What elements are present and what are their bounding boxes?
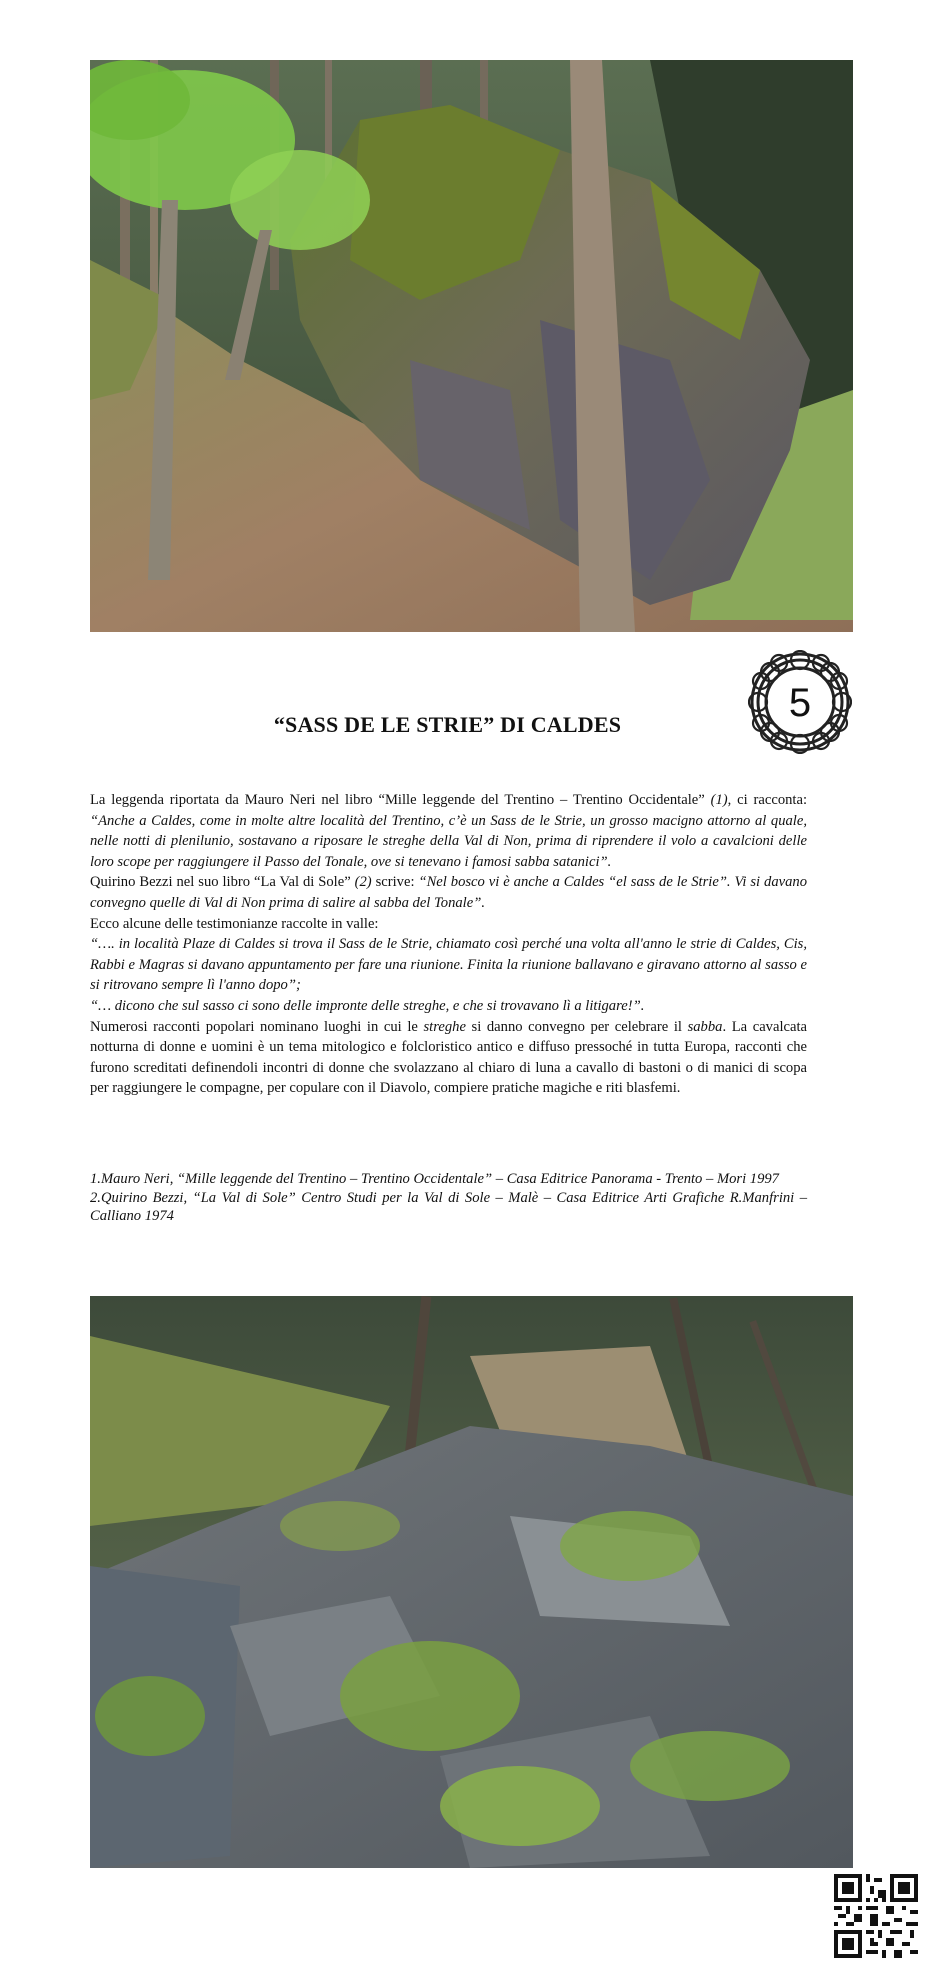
- paragraph: [90, 790, 807, 872]
- text: , ci racconta:: [727, 792, 808, 808]
- forest-boulder-photo: [90, 60, 853, 632]
- text: si danno convegno per celebrare il: [465, 1018, 688, 1035]
- paragraph: Ecco alcune delle testimonianze raccolte in valle:: [90, 915, 379, 932]
- celtic-knot-icon: [748, 650, 852, 754]
- emphasis: sabba: [687, 1018, 723, 1035]
- references: [90, 1170, 807, 1226]
- mossy-rock-slab-photo: [90, 1296, 853, 1868]
- emphasis: streghe: [423, 1018, 466, 1035]
- reference-item: 1.Mauro Neri, “Mille leggende del Trentino – Trentino Occidentale” – Casa Editrice Panorama - Trento – Mori 1997: [90, 1171, 779, 1187]
- paragraph: [90, 1017, 807, 1099]
- text: La leggenda riportata da Mauro Neri nel libro “Mille leggende del Trentino – Trentino Occidentale”: [90, 792, 711, 808]
- text: scrive:: [371, 874, 419, 891]
- page-title: “SASS DE LE STRIE” DI CALDES: [273, 712, 622, 737]
- quote: “Nel bosco vi è anche a Caldes “el sass de le Strie”. Vi si davano convegno quelle di Val di Non prima di salire al sabba del Tonale”.: [90, 874, 807, 911]
- quote: “…. in località Plaze di Caldes si trova il Sass de le Strie, chiamato così perché una volta all'anno le strie di Caldes, Cis, Rabbi e Magras si davano appuntamento per fare una riunione. Finita la riunione ballavano e giravano attorno al sasso e si ritrovano sempre lì l'anno dopo”;: [90, 936, 807, 994]
- quote: “Anche a Caldes, come in molte altre località del Trentino, c’è un Sass de le Strie, un grosso macigno attorno al quale, nelle notti di plenilunio, sostavano a riposare le streghe della Val di Non, prima di riprendere il volo a cavalcioni delle loro scope per raggiungere il Passo del Tonale, ove si tenevano i famosi sabba satanici”.: [90, 812, 807, 870]
- badge-number: 5: [788, 681, 812, 725]
- reference-marker: (2): [354, 874, 372, 891]
- qr-code[interactable]: [834, 1874, 918, 1958]
- paragraph: [90, 872, 807, 913]
- text: Quirino Bezzi nel suo libro “La Val di Sole”: [90, 874, 355, 891]
- reference-marker: (1): [710, 792, 728, 808]
- body-text: [90, 790, 807, 1099]
- paragraph: [90, 934, 807, 996]
- celtic-knot-number-badge: [748, 650, 852, 754]
- quote: “… dicono che sul sasso ci sono delle impronte delle streghe, e che si trovavano lì a litigare!”.: [90, 997, 645, 1014]
- paragraph: [90, 996, 807, 1017]
- text: Numerosi racconti popolari nominano luoghi in cui le: [90, 1018, 424, 1035]
- text: . La cavalcata notturna di donne e uomini è un tema mitologico e folcloristico antico e diffuso pressoché in tutta Europa, racconti che furono screditati definendoli incontri di donne che svolazzano al chiaro di luna a cavallo di bastoni o di manici di scopa per raggiungere le compagne, per copulare con il Diavolo, compiere pratiche magiche e riti blasfemi.: [90, 1018, 807, 1097]
- reference-item: 2.Quirino Bezzi, “La Val di Sole” Centro Studi per la Val di Sole – Malè – Casa Editrice Arti Grafiche R.Manfrini – Calliano 1974: [90, 1189, 807, 1224]
